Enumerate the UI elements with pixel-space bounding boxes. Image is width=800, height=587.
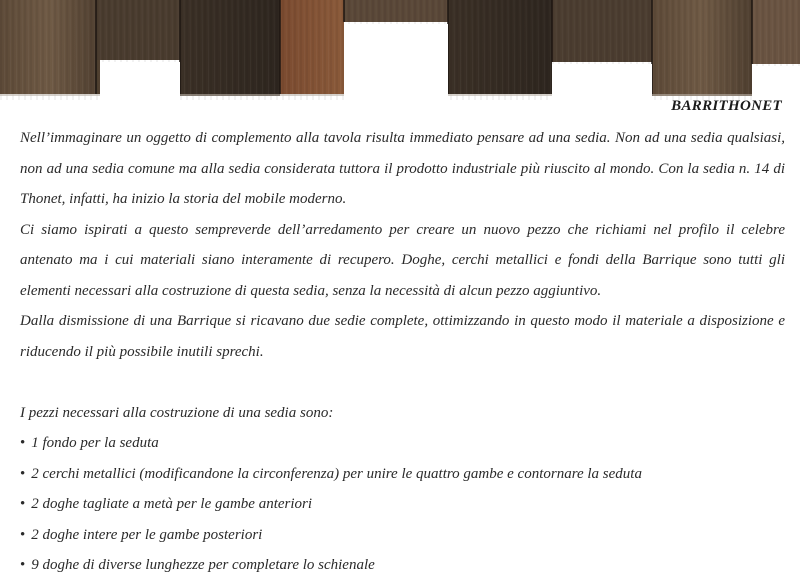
list-item	[20, 428, 785, 459]
list-item	[20, 520, 785, 551]
bullet-icon: •	[20, 557, 26, 573]
page-title: BARRITHONET	[671, 98, 782, 114]
list-item-text: 9 doghe di diverse lunghezze per completare lo schienale	[31, 557, 375, 573]
list-item	[20, 550, 785, 581]
bullet-icon: •	[20, 496, 26, 512]
parts-list	[20, 428, 785, 581]
paragraph: Dalla dismissione di una Barrique si ricavano due sedie complete, ottimizzando in questo modo il materiale a disposizione e riducendo il più possibile inutili sprechi.	[20, 313, 785, 360]
paragraph: Ci siamo ispirati a questo sempreverde dell’arredamento per creare un nuovo pezzo che richiami nel profilo il celebre antenato ma i cui materiali siano interamente di recupero. Doghe, cerchi metallici e fondi della Barrique sono tutti gli elementi necessari alla costruzione di questa sedia, senza la necessità di alcun pezzo aggiuntivo.	[20, 221, 785, 299]
spacer	[20, 367, 785, 398]
list-item-text: 2 doghe tagliate a metà per le gambe anteriori	[31, 496, 313, 512]
list-item	[20, 459, 785, 490]
list-item	[20, 489, 785, 520]
paragraph: Nell’immaginare un oggetto di complemento alla tavola risulta immediato pensare ad una sedia. Non ad una sedia qualsiasi, non ad una sedia comune ma alla sedia considerata tuttora il prodotto industriale più riuscito al mondo. Con la sedia n. 14 di Thonet, infatti, ha inizio la storia del mobile moderno.	[20, 130, 785, 207]
list-intro: I pezzi necessari alla costruzione di una sedia sono:	[20, 404, 334, 421]
list-item-text: 2 doghe intere per le gambe posteriori	[31, 526, 263, 543]
article-body	[20, 123, 785, 581]
bullet-icon: •	[20, 435, 26, 451]
bullet-icon: •	[20, 465, 26, 482]
list-item-text: 2 cerchi metallici (modificandone la circonferenza) per unire le quattro gambe e contornare la seduta	[31, 465, 642, 482]
wood-banner-image	[0, 0, 800, 100]
list-item-text: 1 fondo per la seduta	[31, 435, 159, 451]
bullet-icon: •	[20, 526, 26, 543]
